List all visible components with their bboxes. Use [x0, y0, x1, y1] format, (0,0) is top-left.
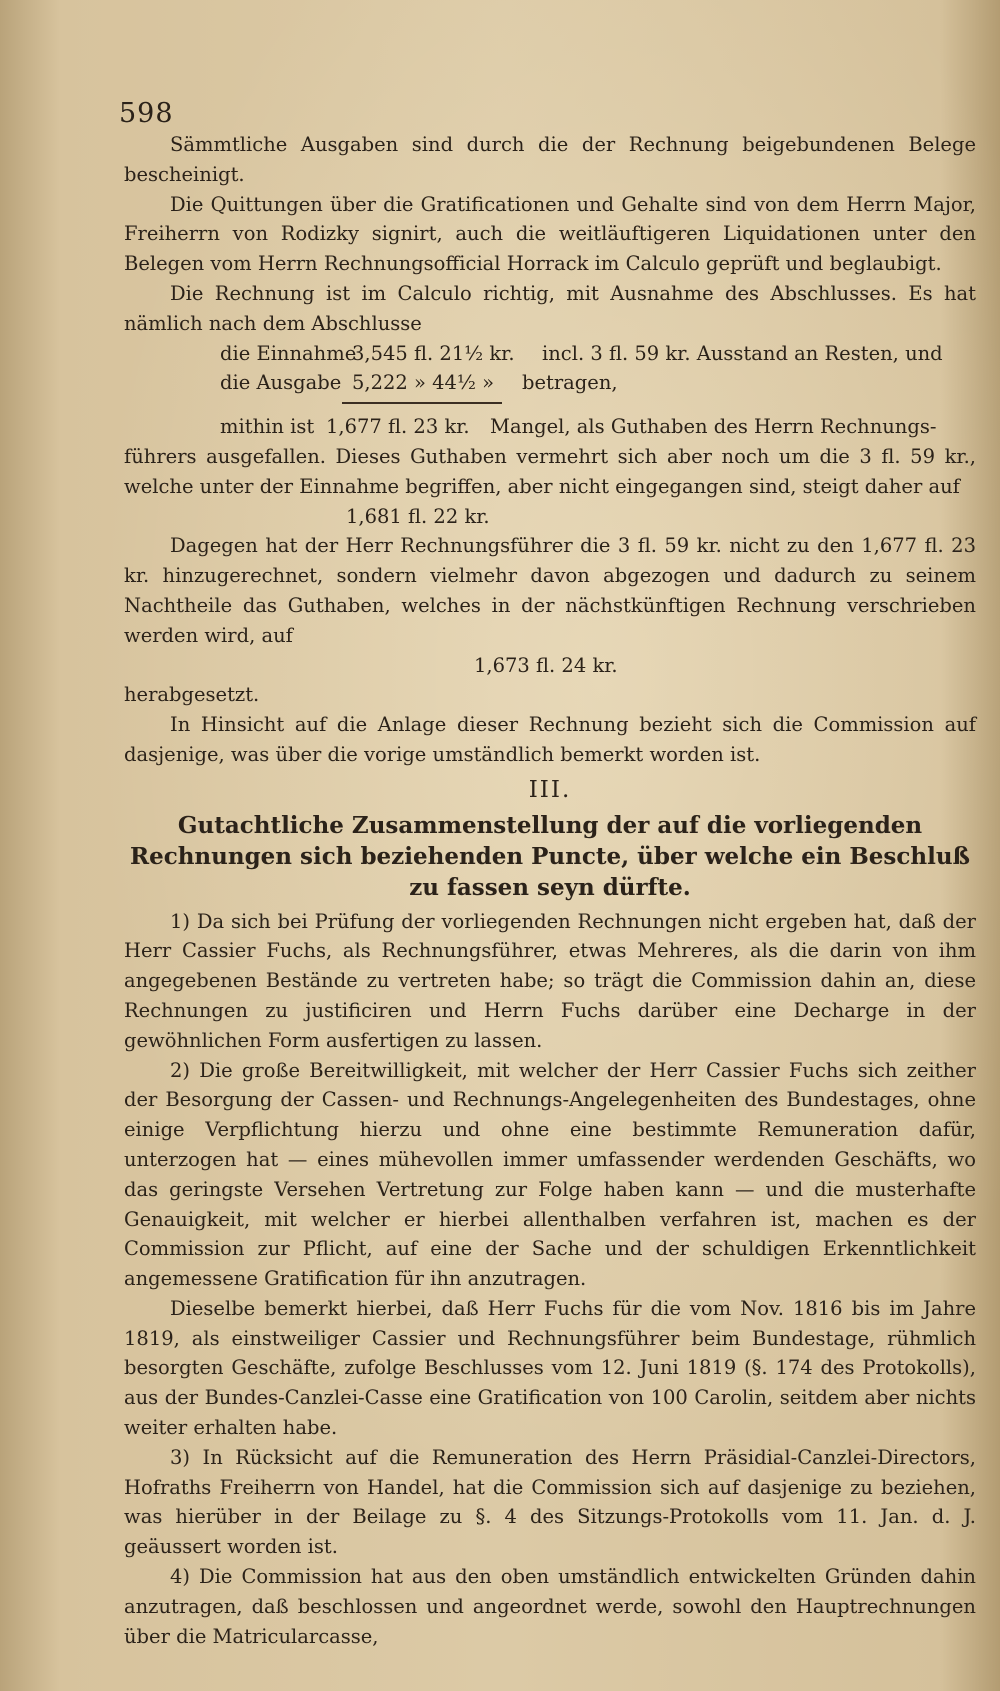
item-2-remark: Dieselbe bemerkt hierbei, daß Herr Fuchs für die vom Nov. 1816 bis im Jahre 1819, als einstweiliger Cassier und Rechnungsführer beim Bundestage, rühmlich besorgten Geschäfte, zufolge Beschlusses vom 12. Juni 1819 (§. 174 des Protokolls), aus der Bundes-Canzlei-Casse eine Gratification von 100 Carolin, seitdem aber nichts weiter erhalten habe. — [124, 1296, 976, 1440]
page-number: 598 — [119, 98, 174, 129]
paragraph-dagegen: Dagegen hat der Herr Rechnungsführer die 3 fl. 59 kr. nicht zu den 1,677 fl. 23 kr. hinzugerechnet, sondern vielmehr davon abgezogen und dadurch zu seinem Nachtheile das Guthaben, welches in der nächstkünftigen Rechnung verschrieben werden wird, auf — [124, 534, 976, 647]
item-2: 2) Die große Bereitwilligkeit, mit welcher der Herr Cassier Fuchs sich zeither der Besorgung der Cassen- und Rechnungs-Angelegenheiten des Bundestages, ohne einige Verpflichtung hierzu und ohne eine bestimmte Remuneration dafür, unterzogen hat — eines mühevollen immer umfassender werdenden Geschäfts, wo das geringste Versehen Vertretung zur Folge haben kann — und die musterhafte Genauigkeit, mit welcher er hierbei allenthalben verfahren ist, machen es der Commission zur Pflicht, auf eine der Sache und der schuldigen Erkenntlichkeit angemessene Gratification für ihn anzutragen. — [124, 1058, 976, 1291]
sum-rule-space — [124, 398, 976, 412]
section-title: Gutachtliche Zusammenstellung der auf die vorliegenden Rechnungen sich beziehenden Puncte, über welche ein Beschluß zu fassen seyn dürfte. — [129, 811, 971, 901]
amount-1681: 1,681 fl. 22 kr. — [346, 504, 490, 528]
paragraph-rechnung: Die Rechnung ist im Calculo richtig, mit Ausnahme des Abschlusses. Es hat nämlich nach dem Abschlusse — [124, 281, 976, 335]
calc-label: die Einnahme — [220, 341, 357, 365]
page-body — [124, 130, 976, 1651]
calc-label: mithin ist — [220, 415, 315, 439]
item-1: 1) Da sich bei Prüfung der vorliegenden Rechnungen nicht ergeben hat, daß der Herr Cassier Fuchs, als Rechnungsführer, etwas Mehreres, als die darin von ihm angegebenen Bestände zu vertreten habe; so trägt die Commission dahin an, diese Rechnungen zu justificiren und Herrn Fuchs darüber eine Decharge in der gewöhnlichen Form ausfertigen zu lassen. — [124, 909, 976, 1052]
calc-rest: Mangel, als Guthaben des Herrn Rechnungs- — [490, 415, 937, 439]
paragraph-hinsicht: In Hinsicht auf die Anlage dieser Rechnung bezieht sich die Commission auf dasjenige, was über die vorige umständlich bemerkt worden ist. — [124, 713, 976, 766]
calc-rest: betragen, — [522, 371, 618, 395]
calc-row-mangel — [124, 412, 976, 442]
calc-label: die Ausgabe — [220, 371, 342, 395]
paragraph-herabgesetzt: herabgesetzt. — [124, 683, 260, 707]
amount-1673: 1,673 fl. 24 kr. — [474, 653, 618, 677]
calc-row-einnahme — [124, 339, 976, 369]
item-3: 3) In Rücksicht auf die Remuneration des Herrn Präsidial-Canzlei-Directors, Hofraths Freiherrn von Handel, hat die Commission sich auf dasjenige zu beziehen, was hierüber in der Beilage zu §. 4 des Sitzungs-Protokolls vom 11. Jan. d. J. geäussert worden ist. — [124, 1445, 976, 1559]
item-4: 4) Die Commission hat aus den oben umständlich entwickelten Gründen dahin anzutragen, daß beschlossen und angeordnet werde, sowohl den Hauptrechnungen über die Matricularcasse, — [124, 1565, 976, 1648]
calc-row-ausgabe — [124, 368, 976, 398]
paragraph-guthaben: führers ausgefallen. Dieses Guthaben vermehrt sich aber noch um die 3 fl. 59 kr., welche unter der Einnahme begriffen, aber nicht eingegangen sind, steigt daher auf — [124, 444, 976, 498]
section-number: III. — [528, 776, 572, 803]
calc-amount: 3,545 fl. 21½ kr. — [352, 341, 515, 365]
paragraph-receipts: Sämmtliche Ausgaben sind durch die der Rechnung beigebundenen Belege bescheinigt. — [124, 133, 976, 186]
calc-rest: incl. 3 fl. 59 kr. Ausstand an Resten, und — [542, 341, 943, 365]
calc-amount: 1,677 fl. 23 kr. — [326, 415, 470, 439]
sum-rule — [342, 402, 502, 404]
calc-amount: 5,222 » 44½ » — [352, 371, 494, 395]
paragraph-quittungen: Die Quittungen über die Gratificationen und Gehalte sind von dem Herrn Major, Freiherrn von Rodizky signirt, auch die weitläuftigeren Liquidationen unter den Belegen vom Herrn Rechnungsofficial Horrack im Calculo geprüft und beglaubigt. — [124, 192, 976, 276]
